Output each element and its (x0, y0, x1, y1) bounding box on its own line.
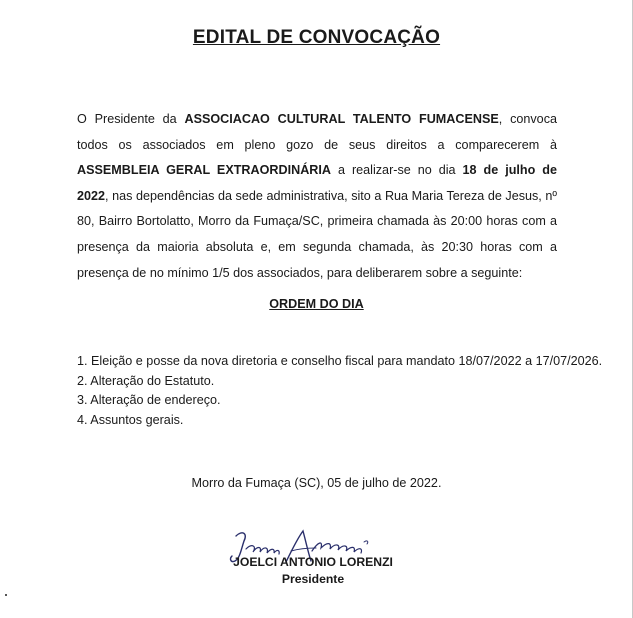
body-text-2: , convoca todos os associados em pleno gozo de seus direitos a comparecerem à (77, 112, 557, 152)
agenda-item: 4. Assuntos gerais. (77, 412, 184, 427)
scan-speck (5, 594, 7, 596)
document-title: EDITAL DE CONVOCAÇÃO (192, 27, 441, 48)
body-text-3: a realizar-se no dia (330, 163, 463, 178)
agenda-list (77, 352, 602, 430)
agenda-item: 3. Alteração de endereço. (77, 393, 221, 408)
agenda-title: ORDEM DO DIA (269, 297, 364, 311)
organization-name: ASSOCIACAO CULTURAL TALENTO FUMACENSE (184, 112, 499, 126)
agenda-item: 2. Alteração do Estatuto. (77, 373, 215, 388)
signer-name: JOELCI ANTONIO LORENZI (233, 555, 393, 569)
body-text-1: O Presidente da (77, 112, 185, 126)
assembly-date: 18 de julho de 2022 (77, 163, 557, 203)
signer-role: Presidente (281, 572, 345, 586)
place-and-date: Morro da Fumaça (SC), 05 de julho de 2022. (191, 476, 442, 490)
body-text-4: , nas dependências da sede administrativa, sito a Rua Maria Tereza de Jesus, nº 80, Bairro Bortolatto, Morro da Fumaça/SC, primeira chamada às 20:00 horas com a presença da maioria absoluta e, em segunda chamada, às 20:30 horas com a presença de no mínimo 1/5 dos associados, para deliberarem sobre a seguinte: (77, 188, 557, 280)
agenda-item: 1. Eleição e posse da nova diretoria e conselho fiscal para mandato 18/07/2022 a 17/07/2026. (77, 354, 603, 368)
assembly-type: ASSEMBLEIA GERAL EXTRAORDINÁRIA (77, 163, 331, 178)
convocation-paragraph (77, 107, 557, 286)
